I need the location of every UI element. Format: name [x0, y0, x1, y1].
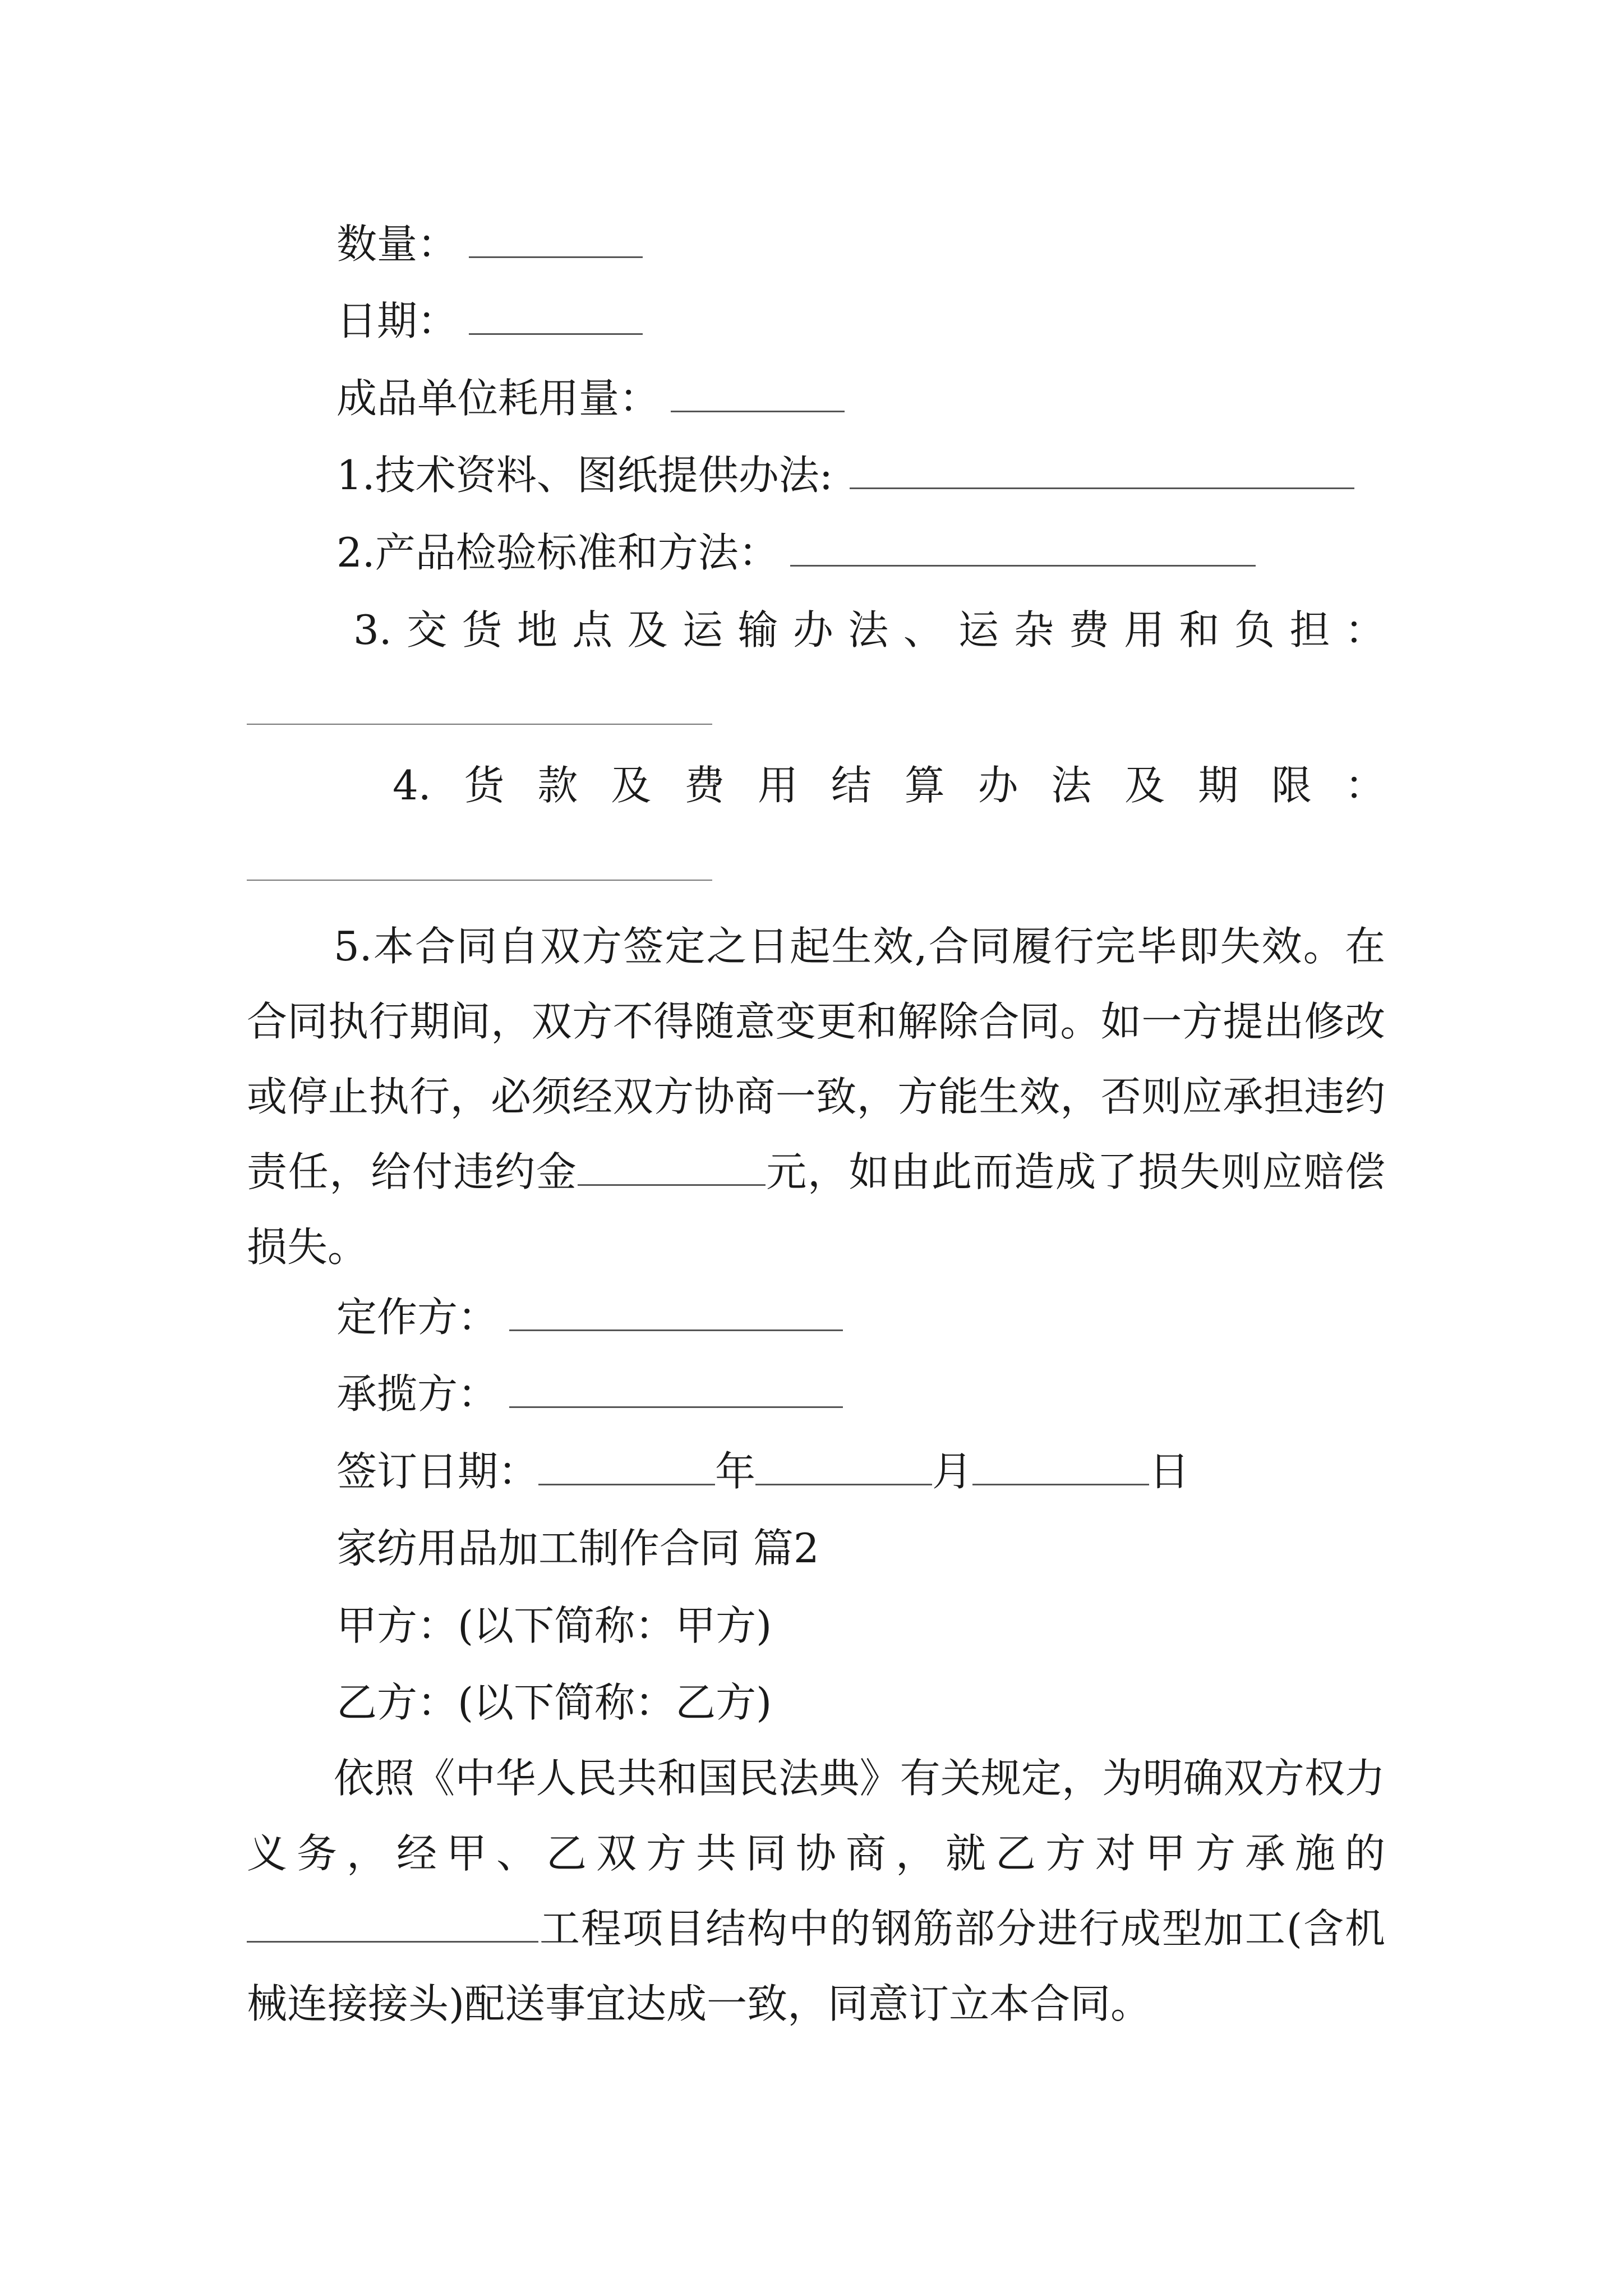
item-1-line — [336, 450, 1354, 500]
quantity-label: 数量： — [336, 220, 458, 268]
glyph: 运 — [683, 606, 723, 654]
unit-usage-line — [336, 373, 845, 424]
glyph: 办 — [792, 606, 833, 654]
item-5-paragraph — [247, 909, 1385, 1285]
contractor-label: 承揽方： — [336, 1370, 499, 1418]
unit-usage-label: 成品单位耗用量： — [336, 375, 660, 422]
item-4-line — [393, 760, 1385, 811]
item-3-line — [353, 605, 1385, 655]
quantity-line — [336, 219, 643, 269]
sign-date-line — [336, 1446, 1189, 1497]
section-2-text-1: 依照《中华人民共和国民法典》有关规定，为明确双方权力义务，经甲、乙双方共同协商，就乙方对甲方承施的 — [247, 1755, 1385, 1877]
item-3-blank — [247, 724, 712, 725]
unit-usage-blank — [671, 375, 845, 412]
glyph: 及 — [611, 762, 652, 809]
glyph: 地 — [517, 606, 557, 654]
quantity-blank — [469, 220, 643, 258]
glyph: 法 — [1051, 762, 1092, 809]
project-name-blank — [247, 1902, 538, 1943]
sign-date-label: 签订日期： — [336, 1448, 539, 1495]
glyph: 款 — [537, 762, 578, 809]
glyph: 算 — [904, 762, 945, 809]
glyph: 结 — [831, 762, 872, 809]
party-b-line: 乙方：(以下简称：乙方) — [336, 1679, 772, 1726]
glyph: 4. — [393, 762, 431, 809]
item-2-label: 2.产品检验标准和方法： — [336, 529, 779, 576]
glyph: 法 — [848, 606, 889, 654]
date-line — [336, 296, 643, 346]
glyph: 点 — [572, 606, 613, 654]
glyph: 费 — [684, 762, 725, 809]
glyph: 办 — [978, 762, 1018, 809]
glyph: 费 — [1068, 606, 1109, 654]
orderer-blank — [509, 1294, 843, 1331]
day-label: 日 — [1149, 1448, 1190, 1495]
item-5-text-1: 5.本合同自双方签定之日起生效,合同履行完毕即失效。在合同执行期间，双方不得随意变更和解除合同。如一方提出修改或停止执行，必须经双方协商一致，方能生效，否则应承担违约责任，给付违约金 — [247, 923, 1385, 1195]
glyph: ： — [1344, 606, 1385, 654]
item-4-blank — [247, 880, 712, 881]
year-label: 年 — [715, 1448, 756, 1495]
item-5-text-2: 元，如由此而造成了损失则应赔偿损失。 — [247, 1148, 1385, 1271]
section-2-heading: 家纺用品加工制作合同 篇2 — [336, 1525, 819, 1572]
date-label: 日期： — [336, 297, 458, 344]
glyph: 杂 — [1013, 606, 1054, 654]
item-1-blank — [850, 452, 1354, 489]
item-2-line — [336, 527, 1256, 578]
month-label: 月 — [932, 1448, 973, 1495]
glyph: 期 — [1198, 762, 1239, 809]
party-a-line: 甲方：(以下简称：甲方) — [336, 1602, 772, 1649]
date-blank — [469, 297, 643, 335]
glyph: 输 — [737, 606, 778, 654]
glyph: 用 — [1124, 606, 1165, 654]
orderer-label: 定作方： — [336, 1294, 499, 1341]
section-2-paragraph — [247, 1741, 1385, 2041]
glyph: 、 — [903, 606, 944, 654]
glyph: 和 — [1179, 606, 1220, 654]
glyph: 3. — [353, 606, 392, 654]
glyph: 及 — [1124, 762, 1165, 809]
glyph: 负 — [1234, 606, 1275, 654]
glyph: 货 — [462, 606, 502, 654]
contractor-line — [336, 1369, 843, 1419]
glyph: 交 — [407, 606, 448, 654]
glyph: 担 — [1289, 606, 1330, 654]
glyph: 运 — [958, 606, 999, 654]
section-2-text-2: 工程项目结构中的钢筋部分进行成型加工(含机械连接接头)配送事宜达成一致，同意订立本合同。 — [247, 1905, 1385, 2027]
glyph: 货 — [464, 762, 505, 809]
item-1-label: 1.技术资料、图纸提供办法: — [336, 452, 833, 499]
month-blank — [755, 1448, 932, 1485]
glyph: 用 — [757, 762, 798, 809]
contractor-blank — [509, 1370, 843, 1408]
glyph: 限 — [1271, 762, 1312, 809]
item-2-blank — [790, 529, 1256, 567]
glyph: 及 — [627, 606, 668, 654]
orderer-line — [336, 1292, 843, 1342]
glyph: ： — [1344, 762, 1385, 809]
penalty-amount-blank — [578, 1145, 766, 1186]
year-blank — [538, 1448, 715, 1485]
day-blank — [972, 1448, 1149, 1485]
